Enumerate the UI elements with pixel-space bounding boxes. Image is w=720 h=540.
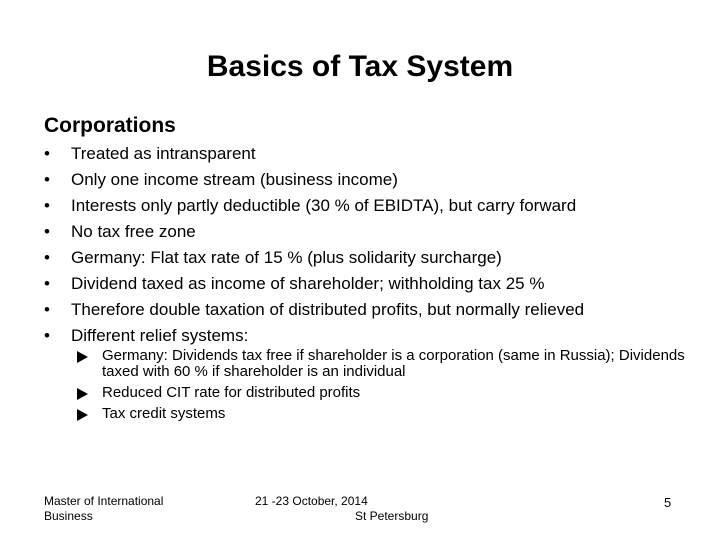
footer-program: Master of International Business bbox=[44, 494, 164, 523]
bullet-text: Only one income stream (business income) bbox=[71, 170, 398, 189]
section-heading: Corporations bbox=[44, 114, 176, 137]
sub-bullet-item bbox=[71, 385, 694, 401]
footer-date-location bbox=[255, 494, 435, 524]
slide-title: Basics of Tax System bbox=[206, 50, 514, 83]
sub-bullet-item bbox=[71, 348, 694, 380]
sub-bullet-text: Reduced CIT rate for distributed profits bbox=[102, 384, 361, 401]
bullet-item bbox=[44, 326, 694, 422]
bullet-item bbox=[44, 222, 694, 242]
footer-location: St Petersburg bbox=[355, 509, 429, 523]
bullet-item bbox=[44, 274, 694, 294]
bullet-text: No tax free zone bbox=[71, 222, 196, 241]
bullet-icon: • bbox=[44, 274, 50, 293]
bullet-text: Treated as intransparent bbox=[71, 144, 256, 163]
sub-bullet-text: Tax credit systems bbox=[102, 405, 226, 422]
arrow-bullet-icon bbox=[77, 351, 88, 363]
bullet-text: Germany: Flat tax rate of 15 % (plus solidarity surcharge) bbox=[71, 248, 502, 267]
bullet-text: Dividend taxed as income of shareholder; withholding tax 25 % bbox=[71, 274, 545, 293]
bullet-item bbox=[44, 144, 694, 164]
page-number: 5 bbox=[664, 495, 672, 510]
footer-date: 21 -23 October, 2014 bbox=[255, 494, 368, 508]
sub-bullet-item bbox=[71, 406, 694, 422]
bullet-icon: • bbox=[44, 170, 50, 189]
bullet-item bbox=[44, 196, 694, 216]
bullet-icon: • bbox=[44, 248, 50, 267]
bullet-icon: • bbox=[44, 326, 50, 345]
sub-bullet-text: Germany: Dividends tax free if shareholder is a corporation (same in Russia); Dividends taxed with 60 % if shareholder is an individual bbox=[102, 347, 685, 380]
bullet-item bbox=[44, 300, 694, 320]
bullet-icon: • bbox=[44, 144, 50, 163]
bullet-icon: • bbox=[44, 196, 50, 215]
bullet-text: Therefore double taxation of distributed profits, but normally relieved bbox=[71, 300, 585, 319]
sub-bullet-list bbox=[71, 348, 694, 422]
bullet-item bbox=[44, 170, 694, 190]
bullet-icon: • bbox=[44, 222, 50, 241]
bullet-text: Interests only partly deductible (30 % of EBIDTA), but carry forward bbox=[71, 196, 577, 215]
bullet-icon: • bbox=[44, 300, 50, 319]
slide-content bbox=[44, 114, 694, 428]
arrow-bullet-icon bbox=[77, 409, 88, 421]
bullet-list bbox=[44, 144, 694, 422]
bullet-text: Different relief systems: bbox=[71, 326, 249, 345]
arrow-bullet-icon bbox=[77, 388, 88, 400]
bullet-item bbox=[44, 248, 694, 268]
